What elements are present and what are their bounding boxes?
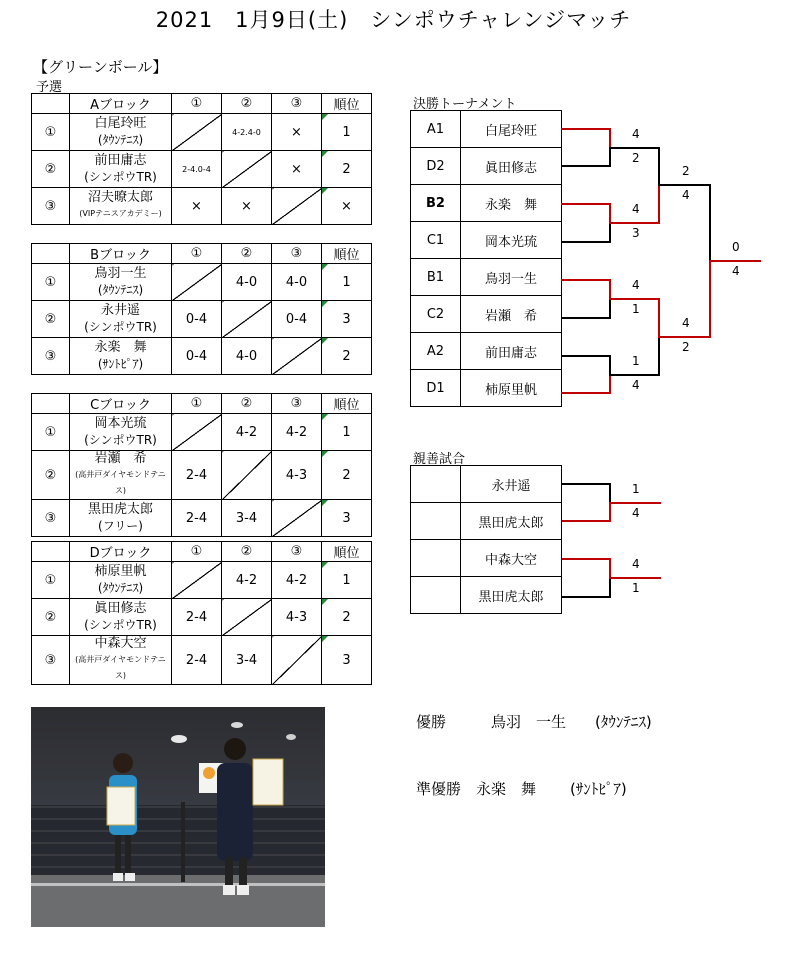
- match-line-1: [609, 147, 611, 168]
- group-table-2: [31, 243, 372, 375]
- player-cell: [70, 188, 172, 225]
- player-name: 前田庸志: [94, 153, 147, 168]
- rank-cell: 1: [322, 562, 372, 599]
- player-number: ②: [32, 151, 70, 188]
- bracket-score: 4: [632, 202, 640, 216]
- player-name: 柿原里帆: [94, 564, 147, 579]
- photo-illustration: [31, 707, 325, 927]
- bracket-score: 4: [732, 264, 740, 278]
- bracket-entry: [411, 370, 562, 407]
- seed-cell: B2: [411, 185, 461, 222]
- friendly-entry: [411, 503, 562, 540]
- match-line-3: [609, 298, 611, 319]
- score-cell: 3-4: [222, 636, 272, 685]
- bracket-entry: [411, 296, 562, 333]
- player-club: (ﾀｳﾝﾃﾆｽ): [97, 283, 144, 297]
- header-blank: [32, 94, 70, 114]
- score-cell: 4-2: [272, 562, 322, 599]
- score-cell: 4-2: [222, 562, 272, 599]
- match-line-2: [609, 203, 611, 223]
- table-row: [32, 414, 372, 451]
- player-club: (シンポウTR): [84, 320, 157, 334]
- player-name: 岩瀬 希: [94, 451, 147, 466]
- final-line: [709, 260, 711, 338]
- table-row: [32, 338, 372, 375]
- bracket-score: 1: [632, 353, 640, 368]
- score-cell: [222, 599, 272, 636]
- bracket-entry: [411, 259, 562, 296]
- player-club: (ｻﾝﾄﾋﾟｱ): [97, 357, 144, 371]
- score-cell: ×: [222, 188, 272, 225]
- header-rank: 順位: [322, 94, 372, 114]
- score-cell: [272, 188, 322, 225]
- semi-line-2: [609, 374, 658, 376]
- table-row: [32, 301, 372, 338]
- bracket-score: 4: [632, 126, 640, 141]
- player-name: 永井遥: [100, 303, 140, 318]
- friendly-line-2: [561, 596, 609, 598]
- score-cell: 2-4: [172, 636, 222, 685]
- entry-name: 鳥羽一生: [461, 259, 562, 296]
- blank-cell: [411, 466, 461, 503]
- header-col-2: ②: [222, 94, 272, 114]
- score-cell: [272, 338, 322, 375]
- seed-cell: C1: [411, 222, 461, 259]
- header-col-2: ②: [222, 244, 272, 264]
- player-name: 眞田修志: [94, 601, 147, 616]
- header-col-2: ②: [222, 394, 272, 414]
- friendly-entry: [411, 540, 562, 577]
- header-col-3: ③: [272, 244, 322, 264]
- friendly-line-1: [561, 520, 609, 522]
- player-name: 岡本光琉: [94, 416, 147, 431]
- rank-cell: 2: [322, 151, 372, 188]
- player-club: (フリー): [98, 519, 143, 533]
- semi-line-1: [609, 147, 658, 149]
- rank-cell: 1: [322, 414, 372, 451]
- score-cell: [272, 500, 322, 537]
- seed-cell: A2: [411, 333, 461, 370]
- header-blank: [32, 244, 70, 264]
- header-col-3: ③: [272, 542, 322, 562]
- semi-line-2: [609, 298, 658, 300]
- entry-name: 岩瀬 希: [461, 296, 562, 333]
- table-row: [32, 500, 372, 537]
- score-cell: [172, 414, 222, 451]
- match-line-4: [561, 392, 609, 394]
- entry-name: 柿原里帆: [461, 370, 562, 407]
- header-col-3: ③: [272, 394, 322, 414]
- group-name: Dブロック: [70, 542, 172, 562]
- player-cell: [70, 338, 172, 375]
- score-cell: [272, 636, 322, 685]
- tournament-label: 決勝トーナメント: [413, 97, 517, 112]
- player-name: 白尾玲旺: [94, 116, 147, 131]
- table-row: [32, 188, 372, 225]
- score-cell: 0-4: [272, 301, 322, 338]
- player-number: ②: [32, 301, 70, 338]
- score-cell: [222, 151, 272, 188]
- match-line-3: [609, 279, 611, 299]
- bracket-score: 1: [632, 581, 640, 595]
- player-club: (ﾀｳﾝﾃﾆｽ): [97, 581, 144, 595]
- group-name: Bブロック: [70, 244, 172, 264]
- rank-cell: 2: [322, 451, 372, 500]
- entry-name: 黒田虎太郎: [461, 577, 562, 614]
- final-line: [709, 184, 711, 261]
- seed-cell: D2: [411, 148, 461, 185]
- page-title: 2021 1月9日(土) シンポウチャレンジマッチ: [155, 8, 632, 32]
- winners-photo: [31, 707, 325, 927]
- player-number: ①: [32, 264, 70, 301]
- friendly-line-1: [561, 483, 609, 485]
- header-col-1: ①: [172, 94, 222, 114]
- player-club: (高井戸ダイヤモンドテニス): [75, 470, 166, 495]
- match-line-4: [561, 355, 609, 357]
- entry-name: 岡本光琉: [461, 222, 562, 259]
- player-club: (ﾀｳﾝﾃﾆｽ): [97, 133, 144, 147]
- score-cell: 2-4.0-4: [172, 151, 222, 188]
- score-cell: [222, 451, 272, 500]
- player-cell: [70, 500, 172, 537]
- final-line: [658, 336, 709, 338]
- winner-label: 優勝: [416, 713, 447, 731]
- bracket-entry: [411, 185, 562, 222]
- header-rank: 順位: [322, 542, 372, 562]
- bracket-score: 4: [682, 315, 690, 330]
- score-cell: 0-4: [172, 301, 222, 338]
- friendly-line-2: [609, 558, 611, 578]
- bracket-score: 1: [632, 302, 640, 316]
- match-line-1: [561, 165, 609, 167]
- seed-cell: D1: [411, 370, 461, 407]
- friendly-entries: [410, 465, 562, 614]
- header-col-2: ②: [222, 542, 272, 562]
- friendly-line-1: [609, 502, 611, 523]
- entry-name: 前田庸志: [461, 333, 562, 370]
- player-cell: [70, 264, 172, 301]
- match-line-1: [561, 128, 609, 130]
- score-cell: 0-4: [172, 338, 222, 375]
- score-cell: ×: [272, 114, 322, 151]
- match-line-1: [609, 128, 611, 148]
- entry-name: 黒田虎太郎: [461, 503, 562, 540]
- friendly-line-1: [609, 483, 611, 503]
- player-cell: [70, 562, 172, 599]
- semi-line-2: [658, 298, 660, 337]
- entry-name: 眞田修志: [461, 148, 562, 185]
- entry-name: 永井遥: [461, 466, 562, 503]
- entry-name: 中森大空: [461, 540, 562, 577]
- score-cell: 2-4: [172, 599, 222, 636]
- bracket-score: 2: [632, 150, 640, 165]
- rank-cell: 2: [322, 599, 372, 636]
- score-cell: [222, 301, 272, 338]
- friendly-line-2: [561, 558, 609, 560]
- score-cell: 4-3: [272, 599, 322, 636]
- player-cell: [70, 451, 172, 500]
- player-cell: [70, 151, 172, 188]
- bracket-score: 4: [632, 278, 640, 292]
- player-club: (シンポウTR): [84, 433, 157, 447]
- player-number: ②: [32, 451, 70, 500]
- score-cell: 2-4: [172, 500, 222, 537]
- table-row: [32, 114, 372, 151]
- semi-line-1: [658, 184, 660, 224]
- score-cell: ×: [272, 151, 322, 188]
- player-club: (高井戸ダイヤモンドテニス): [75, 655, 166, 680]
- tournament-entries: [410, 110, 562, 407]
- bracket-score: 4: [632, 377, 640, 392]
- header-col-1: ①: [172, 244, 222, 264]
- rank-cell: 3: [322, 301, 372, 338]
- header-col-1: ①: [172, 394, 222, 414]
- final-line: [658, 184, 709, 186]
- score-cell: 4-2: [272, 414, 322, 451]
- semi-line-1: [609, 222, 658, 224]
- match-line-4: [609, 374, 611, 395]
- blank-cell: [411, 577, 461, 614]
- player-number: ③: [32, 338, 70, 375]
- match-line-3: [561, 279, 609, 281]
- rank-cell: 2: [322, 338, 372, 375]
- bracket-entry: [411, 111, 562, 148]
- entry-name: 永楽 舞: [461, 185, 562, 222]
- player-club: (シンポウTR): [84, 618, 157, 632]
- player-club: (VIPテニスアカデミー): [79, 209, 162, 218]
- rank-cell: 3: [322, 500, 372, 537]
- player-name: 永楽 舞: [94, 340, 147, 355]
- bracket-entry: [411, 333, 562, 370]
- score-cell: [172, 264, 222, 301]
- bracket-score: 2: [682, 164, 690, 179]
- score-cell: 4-0: [272, 264, 322, 301]
- group-table-3: [31, 393, 372, 537]
- friendly-entry: [411, 577, 562, 614]
- player-cell: [70, 114, 172, 151]
- score-cell: 4-0: [222, 264, 272, 301]
- group-table-1: [31, 93, 372, 225]
- bracket-score: 1: [632, 481, 640, 496]
- friendly-winner-line-1: [609, 502, 661, 504]
- score-cell: 4-0: [222, 338, 272, 375]
- bracket-score: 4: [682, 188, 690, 203]
- bracket-score: 4: [632, 505, 640, 520]
- seed-cell: B1: [411, 259, 461, 296]
- player-name: 中森大空: [94, 636, 147, 651]
- player-number: ③: [32, 188, 70, 225]
- player-number: ②: [32, 599, 70, 636]
- header-blank: [32, 394, 70, 414]
- match-line-2: [609, 222, 611, 243]
- winner-name: 鳥羽 一生: [491, 713, 567, 731]
- table-row: [32, 599, 372, 636]
- table-row: [32, 151, 372, 188]
- player-cell: [70, 301, 172, 338]
- score-cell: [172, 114, 222, 151]
- match-line-3: [561, 317, 609, 319]
- player-cell: [70, 636, 172, 685]
- winner-club: (ﾀｳﾝﾃﾆｽ): [595, 713, 652, 731]
- match-line-4: [609, 355, 611, 375]
- friendly-entry: [411, 466, 562, 503]
- player-name: 沼夫暸太郎: [87, 190, 153, 205]
- player-name: 鳥羽一生: [94, 266, 147, 281]
- group-name: Cブロック: [70, 394, 172, 414]
- entry-name: 白尾玲旺: [461, 111, 562, 148]
- champion-line: [709, 260, 761, 262]
- player-number: ①: [32, 414, 70, 451]
- rank-cell: ×: [322, 188, 372, 225]
- player-cell: [70, 414, 172, 451]
- header-rank: 順位: [322, 244, 372, 264]
- score-cell: 3-4: [222, 500, 272, 537]
- match-line-2: [561, 241, 609, 243]
- score-cell: 2-4: [172, 451, 222, 500]
- blank-cell: [411, 503, 461, 540]
- player-number: ①: [32, 114, 70, 151]
- match-line-2: [561, 203, 609, 205]
- bracket-score: 2: [682, 339, 690, 354]
- header-col-3: ③: [272, 94, 322, 114]
- semi-line-2: [658, 336, 660, 376]
- table-row: [32, 451, 372, 500]
- friendly-winner-line-2: [609, 577, 661, 579]
- runner-up-name: 永楽 舞: [476, 780, 537, 798]
- group-table-4: [31, 541, 372, 685]
- blank-cell: [411, 540, 461, 577]
- rank-cell: 1: [322, 264, 372, 301]
- score-cell: [172, 562, 222, 599]
- runner-up-label: 準優勝: [416, 780, 462, 798]
- player-number: ③: [32, 500, 70, 537]
- score-cell: ×: [172, 188, 222, 225]
- seed-cell: A1: [411, 111, 461, 148]
- score-cell: 4-2: [222, 414, 272, 451]
- semi-line-1: [658, 147, 660, 186]
- rank-cell: 1: [322, 114, 372, 151]
- table-row: [32, 264, 372, 301]
- seed-cell: C2: [411, 296, 461, 333]
- player-number: ③: [32, 636, 70, 685]
- player-name: 黒田虎太郎: [87, 502, 153, 517]
- bracket-score: 4: [632, 557, 640, 571]
- group-name: Aブロック: [70, 94, 172, 114]
- player-number: ①: [32, 562, 70, 599]
- section-label: 【グリーンボール】: [33, 58, 168, 76]
- header-col-1: ①: [172, 542, 222, 562]
- player-cell: [70, 599, 172, 636]
- friendly-line-2: [609, 577, 611, 598]
- player-club: (シンポウTR): [84, 170, 157, 184]
- prelim-label: 予選: [36, 80, 63, 95]
- runner-up-club: (ｻﾝﾄﾋﾟｱ): [570, 780, 627, 798]
- score-cell: 4-3: [272, 451, 322, 500]
- header-rank: 順位: [322, 394, 372, 414]
- bracket-entry: [411, 148, 562, 185]
- bracket-score: 0: [732, 240, 740, 254]
- score-cell: 4-2.4-0: [222, 114, 272, 151]
- bracket-score: 3: [632, 226, 640, 240]
- friendly-label: 親善試合: [413, 452, 466, 467]
- bracket-entry: [411, 222, 562, 259]
- table-row: [32, 562, 372, 599]
- rank-cell: 3: [322, 636, 372, 685]
- header-blank: [32, 542, 70, 562]
- table-row: [32, 636, 372, 685]
